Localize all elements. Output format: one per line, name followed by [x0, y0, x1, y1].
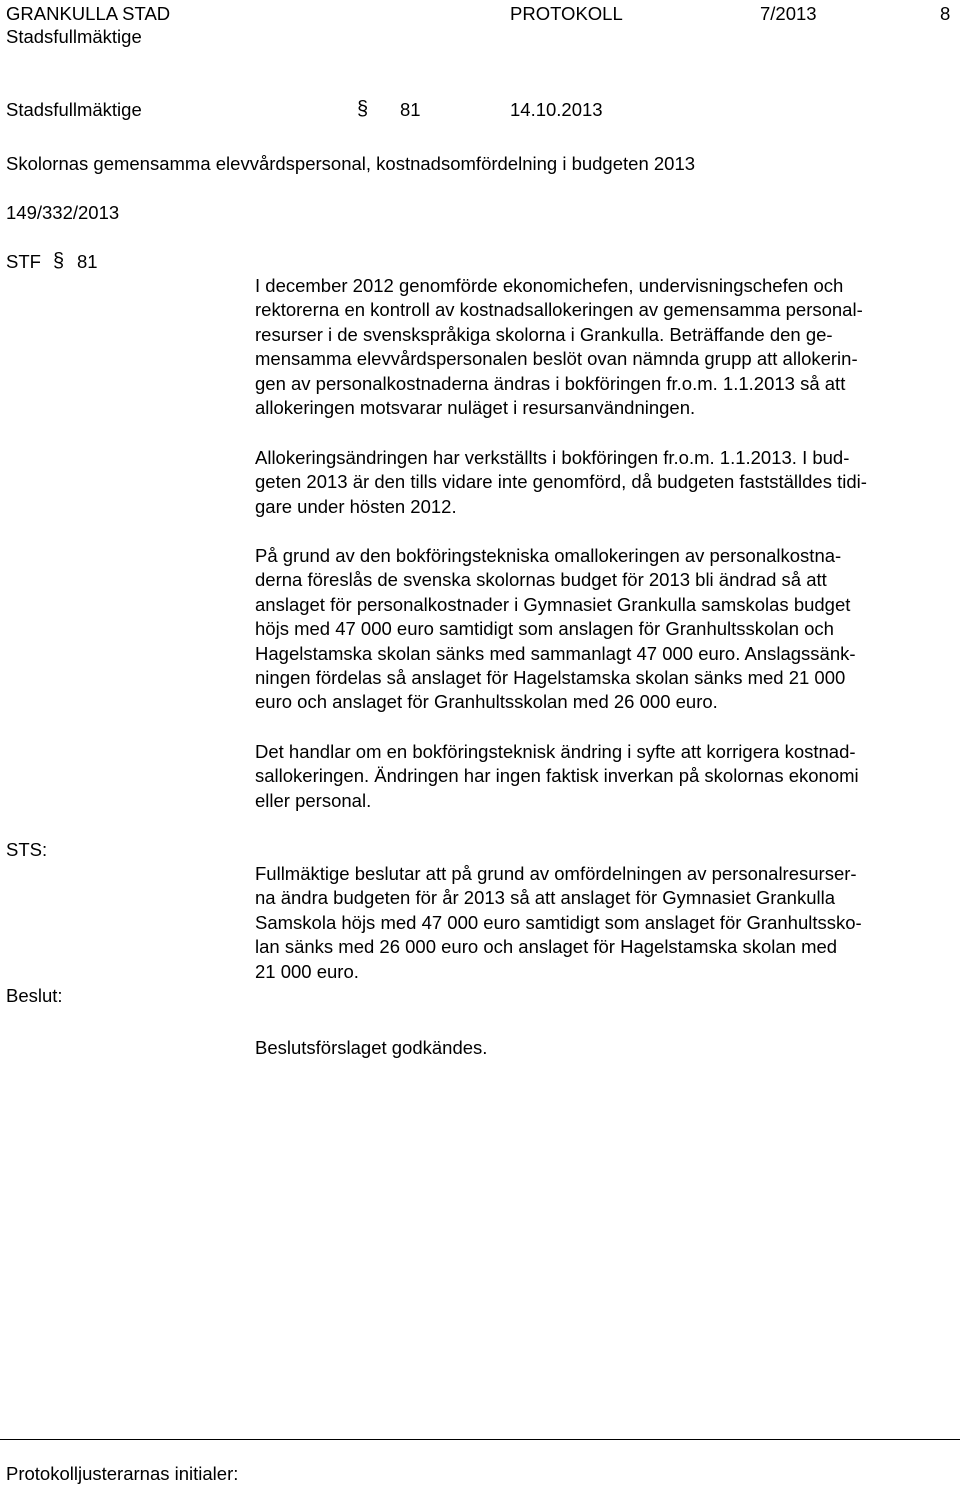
meeting-body: Stadsfullmäktige [6, 99, 142, 120]
paragraph-line: geten 2013 är den tills vidare inte genomförd, då budgeten fastställdes tidi- [255, 471, 867, 493]
footer-initials-label: Protokolljusterarnas initialer: [6, 1463, 239, 1484]
section-number: 81 [400, 99, 421, 120]
paragraph-line: gare under hösten 2012. [255, 495, 457, 517]
paragraph-line: Det handlar om en bokföringsteknisk ändring i syfte att korrigera kostnad- [255, 741, 856, 762]
stf-label: STF [6, 251, 41, 272]
paragraph-line: I december 2012 genomförde ekonomichefen, undervisningschefen och [255, 275, 844, 296]
case-reference: 149/332/2013 [6, 202, 120, 223]
header-page-number: 8 [940, 3, 951, 24]
paragraph-line: höjs med 47 000 euro samtidigt som anslagen för Granhultsskolan och [255, 618, 834, 640]
paragraph-3 [255, 544, 955, 715]
stf-section-number: 81 [77, 251, 98, 272]
meeting-date: 14.10.2013 [510, 99, 603, 120]
proposal-line: Fullmäktige beslutar att på grund av omfördelningen av personalresurser- [255, 863, 857, 884]
proposal-line: Samskola höjs med 47 000 euro samtidigt som anslaget för Granhultssko- [255, 911, 862, 933]
paragraph-line: rektorerna en kontroll av kostnadsallokeringen av gemensamma personal- [255, 299, 863, 321]
header-issue: 7/2013 [760, 3, 817, 24]
paragraph-line: resurser i de svenskspråkiga skolorna i Grankulla. Beträffande den ge- [255, 323, 833, 345]
paragraph-line: sallokeringen. Ändringen har ingen faktisk inverkan på skolornas ekonomi [255, 765, 859, 787]
paragraph-line: euro och anslaget för Granhultsskolan med 26 000 euro. [255, 691, 718, 713]
paragraph-1 [255, 274, 955, 420]
proposal-text [255, 862, 955, 984]
paragraph-line: derna föreslås de svenska skolornas budget för 2013 bli ändrad så att [255, 569, 827, 591]
decision-label: Beslut: [6, 985, 63, 1006]
paragraph-4 [255, 740, 955, 813]
paragraph-line: Hagelstamska skolan sänks med sammanlagt 47 000 euro. Anslagssänk- [255, 642, 856, 664]
proposal-line: 21 000 euro. [255, 960, 359, 982]
paragraph-line: mensamma elevvårdspersonalen beslöt ovan nämnda grupp att allokerin- [255, 348, 858, 370]
proposal-line: na ändra budgeten för år 2013 så att anslaget för Gymnasiet Grankulla [255, 887, 836, 909]
paragraph-line: eller personal. [255, 789, 372, 811]
header-doc-type: PROTOKOLL [510, 3, 623, 24]
section-mark: § [357, 98, 369, 120]
paragraph-line: På grund av den bokföringstekniska omallokeringen av personalkostna- [255, 545, 842, 566]
paragraph-line: ningen fördelas så anslaget för Hagelstamska skolan sänks med 21 000 [255, 667, 846, 689]
paragraph-line: allokeringen motsvarar nuläget i resursanvändningen. [255, 397, 696, 419]
stf-section-mark: § [53, 250, 65, 272]
paragraph-line: gen av personalkostnaderna ändras i bokföringen fr.o.m. 1.1.2013 så att [255, 372, 846, 394]
footer-divider [0, 1439, 960, 1440]
paragraph-2 [255, 446, 955, 519]
decision-text: Beslutsförslaget godkändes. [255, 1037, 488, 1058]
proposal-line: lan sänks med 26 000 euro och anslaget för Hagelstamska skolan med [255, 936, 838, 958]
paragraph-line: Allokeringsändringen har verkställts i bokföringen fr.o.m. 1.1.2013. I bud- [255, 447, 850, 468]
proposal-label: STS: [6, 839, 48, 860]
case-title: Skolornas gemensamma elevvårdspersonal, kostnadsomfördelning i budgeten 2013 [6, 153, 696, 174]
header-body-name: Stadsfullmäktige [6, 26, 142, 47]
header-org: GRANKULLA STAD [6, 3, 171, 24]
paragraph-line: anslaget för personalkostnader i Gymnasiet Grankulla samskolas budget [255, 593, 851, 615]
